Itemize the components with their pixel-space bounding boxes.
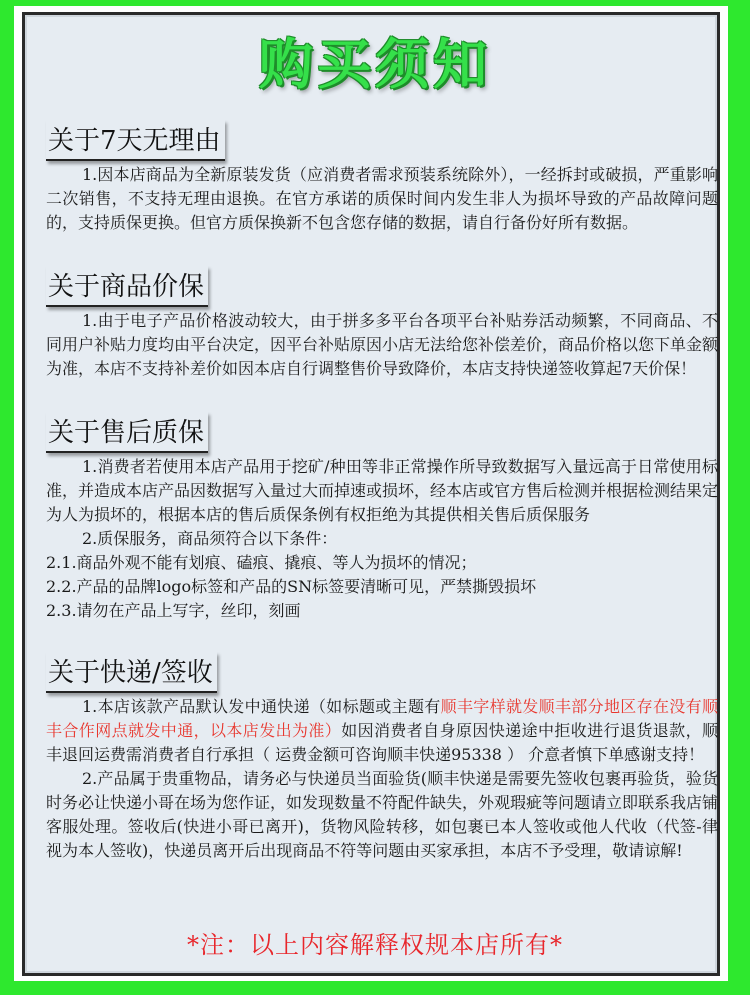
section-list-item: 2.3.请勿在产品上写字，丝印，刻画 bbox=[46, 601, 301, 620]
section-heading: 关于快递/签收 bbox=[46, 652, 217, 693]
section-heading: 关于7天无理由 bbox=[46, 120, 225, 161]
section-paragraph: 1.由于电子产品价格波动较大，由于拼多多平台各项平台补贴券活动频繁，不同商品、不同用户补贴力度均由平台决定，因平台补贴原因小店无法给您补偿差价，商品价格以您下单金额为准，本店不支持补差价如因本店自行调整售价导致降价，本店支持快递签收算起7天价保！ bbox=[46, 311, 719, 378]
footer-note: *注：以上内容解释权规本店所有* bbox=[187, 931, 563, 959]
section-price-protection bbox=[46, 266, 718, 381]
section-paragraph: 2.质保服务，商品须符合以下条件： bbox=[82, 529, 338, 548]
section-list-item: 2.1.商品外观不能有划痕、磕痕、撬痕、等人为损坏的情况； bbox=[46, 553, 477, 572]
section-paragraph bbox=[46, 695, 718, 767]
paragraph-text: 如因消费者自身原因快递途中拒收进行退货退款，顺丰退回运费需消费者自行承担（ 运费金额可咨询顺丰快递95338 ） 介意者慎下单感谢支持！ bbox=[46, 721, 718, 764]
highlight-text: 顺丰字样就发顺丰部分地区存在没有顺丰合作网点就发中通，以本店发出为准） bbox=[46, 697, 718, 740]
section-heading: 关于售后质保 bbox=[46, 412, 208, 453]
section-after-sales-warranty bbox=[46, 412, 718, 623]
section-paragraph: 1.消费者若使用本店产品用于挖矿/种田等非正常操作所导致数据写入量远高于日常使用标准，并造成本店产品因数据写入量过大而掉速或损坏，经本店或官方售后检测并根据检测结果定为人为损坏的，根据本店的售后质保条例有权拒绝为其提供相关售后质保服务 bbox=[46, 457, 719, 524]
paragraph-text: 1.本店该款产品默认发中通快递（如标题或主题有 bbox=[82, 697, 441, 716]
section-heading: 关于商品价保 bbox=[46, 266, 208, 307]
section-delivery-signing bbox=[46, 652, 718, 863]
page-title: 购买须知 bbox=[259, 33, 491, 96]
section-paragraph: 1.因本店商品为全新原装发货（应消费者需求预装系统除外），一经拆封或破损，严重影响二次销售，不支持无理由退换。在官方承诺的质保时间内发生非人为损坏导致的产品故障问题的，支持质保更换。但官方质保换新不包含您存储的数据，请自行备份好所有数据。 bbox=[46, 165, 718, 232]
section-paragraph: 2.产品属于贵重物品，请务必与快递员当面验货(顺丰快递是需要先签收包裹再验货，验货时务必让快递小哥在场为您作证，如发现数量不符配件缺失，外观瑕疵等问题请立即联系我店铺客服处理。签收后(快进小哥已离开)，货物风险转移，如包裹已本人签收或他人代收（代签-律视为本人签收)，快递员离开后出现商品不符等问题由买家承担，本店不予受理，敬请谅解! bbox=[46, 769, 719, 860]
section-list-item: 2.2.产品的品牌logo标签和产品的SN标签要清晰可见，严禁撕毁损坏 bbox=[46, 577, 537, 596]
section-seven-day-return bbox=[46, 120, 718, 235]
